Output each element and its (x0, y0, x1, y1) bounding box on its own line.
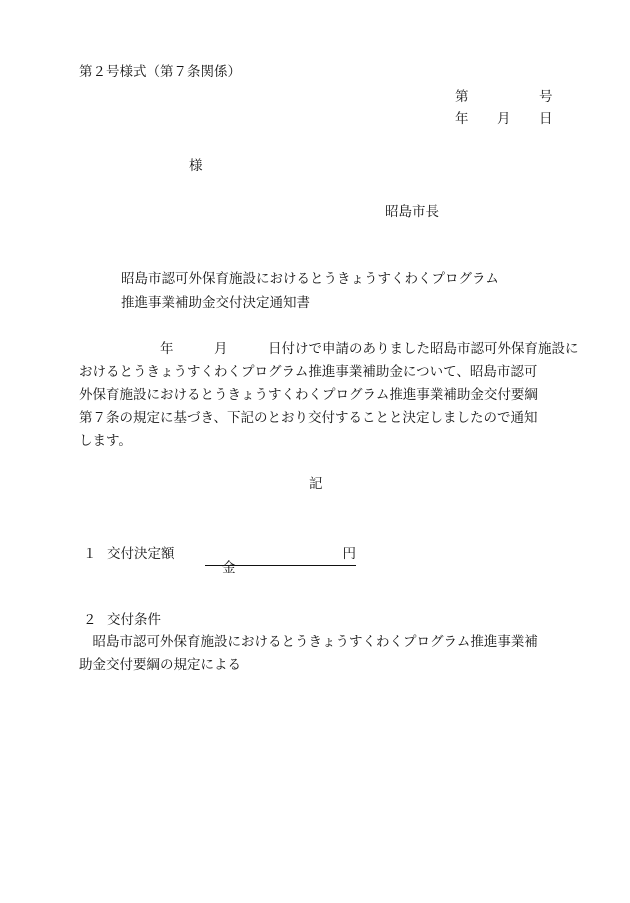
section-1-label: 交付決定額 (107, 546, 175, 562)
amount-prefix: 金 (222, 559, 236, 576)
date-month-label: 月 (497, 111, 511, 127)
document-title-line-2: 推進事業補助金交付決定通知書 (121, 295, 310, 311)
body-line: おけるとうきょうすくわくプログラム推進事業補助金について、昭島市認可 (79, 364, 538, 380)
issuer-name: 昭島市長 (385, 204, 439, 220)
body-line: 第７条の規定に基づき、下記のとおり交付することと決定しましたので通知 (79, 410, 538, 426)
date-year-label: 年 (455, 111, 469, 127)
recipient-honorific: 様 (189, 158, 203, 174)
amount-suffix: 円 (342, 546, 356, 562)
body-paragraph (79, 338, 579, 453)
date-day-label: 日 (539, 111, 553, 127)
document-title-line-1: 昭島市認可外保育施設におけるとうきょうすくわくプログラム (121, 271, 499, 287)
ki-heading: 記 (309, 476, 323, 492)
body-line: します。 (79, 433, 132, 449)
section-1-number: １ (83, 546, 97, 562)
body-line: 年 月 日付けで申請のありました昭島市認可外保育施設に (79, 341, 579, 357)
section-2-text-line: 助金交付要綱の規定による (79, 657, 241, 673)
section-2-text-line: 昭島市認可外保育施設におけるとうきょうすくわくプログラム推進事業補 (79, 634, 538, 650)
section-2-number: ２ (83, 612, 97, 628)
doc-number-suffix: 号 (539, 89, 553, 105)
section-2-text (79, 631, 559, 677)
amount-field (205, 546, 356, 576)
section-2-label: 交付条件 (107, 612, 161, 628)
doc-number-prefix: 第 (455, 89, 469, 105)
form-label: 第２号様式（第７条関係） (79, 64, 241, 80)
body-line: 外保育施設におけるとうきょうすくわくプログラム推進事業補助金交付要綱 (79, 387, 538, 403)
